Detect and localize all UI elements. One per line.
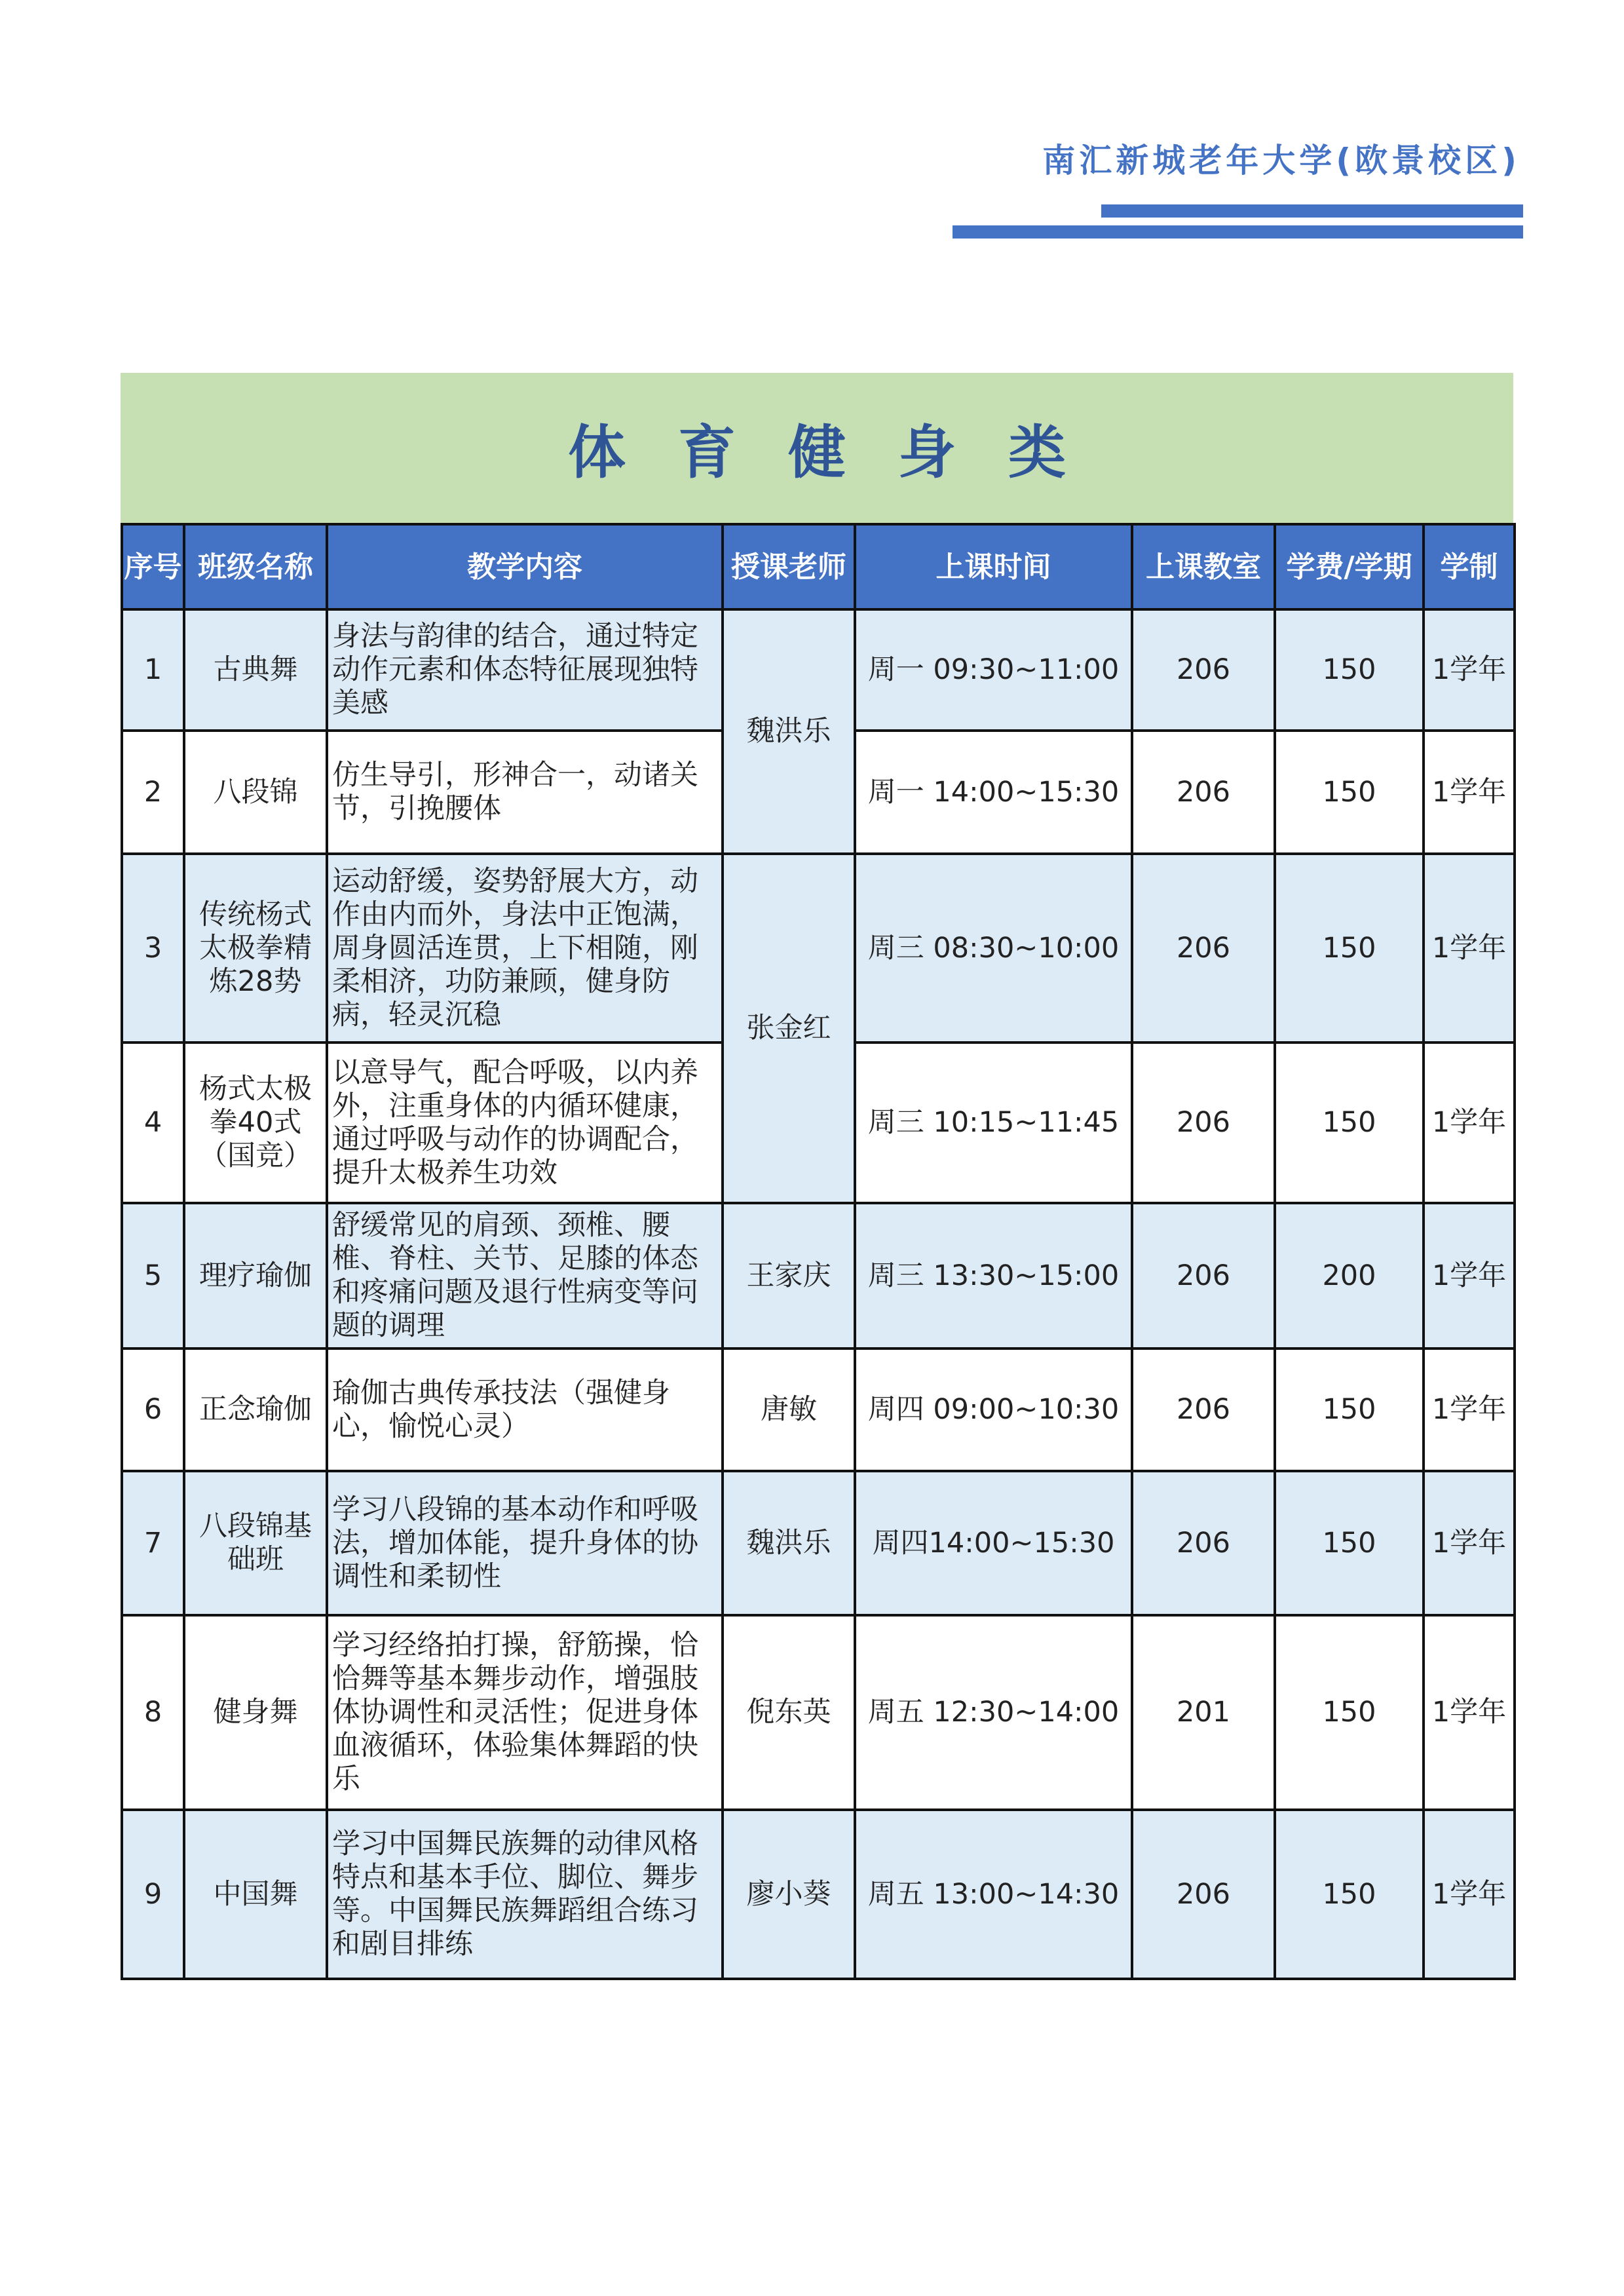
cell-teacher: 唐敏: [723, 1349, 855, 1471]
cell-room: 206: [1132, 1810, 1275, 1979]
header-cell: 授课老师: [723, 524, 855, 609]
cell-no: 3: [122, 854, 184, 1043]
cell-no: 5: [122, 1203, 184, 1349]
table-row: [122, 609, 1515, 731]
cell-content: 学习中国舞民族舞的动律风格特点和基本手位、脚位、舞步等。中国舞民族舞蹈组合练习和剧目排练: [327, 1810, 723, 1979]
cell-name: 理疗瑜伽: [184, 1203, 327, 1349]
header-cell: 学费/学期: [1275, 524, 1424, 609]
cell-term: 1学年: [1424, 1810, 1515, 1979]
cell-time: 周四14:00~15:30: [855, 1471, 1132, 1615]
cell-term: 1学年: [1424, 854, 1515, 1043]
category-banner: [121, 373, 1513, 523]
table-row: [122, 1349, 1515, 1471]
header-row: [122, 524, 1515, 609]
cell-term: 1学年: [1424, 1615, 1515, 1810]
cell-content: 身法与韵律的结合，通过特定动作元素和体态特征展现独特美感: [327, 609, 723, 731]
table-row: [122, 1471, 1515, 1615]
org-title: 南汇新城老年大学(欧景校区): [1042, 142, 1520, 180]
decorative-bar: [953, 225, 1523, 239]
cell-content: 瑜伽古典传承技法（强健身心，愉悦心灵）: [327, 1349, 723, 1471]
cell-room: 206: [1132, 854, 1275, 1043]
cell-term: 1学年: [1424, 731, 1515, 854]
cell-teacher: 廖小葵: [723, 1810, 855, 1979]
cell-room: 206: [1132, 731, 1275, 854]
cell-fee: 200: [1275, 1203, 1424, 1349]
cell-content: 运动舒缓，姿势舒展大方，动作由内而外，身法中正饱满，周身圆活连贯，上下相随，刚柔相济，功防兼顾，健身防病，轻灵沉稳: [327, 854, 723, 1043]
cell-content: 学习八段锦的基本动作和呼吸法，增加体能，提升身体的协调性和柔韧性: [327, 1471, 723, 1615]
cell-no: 9: [122, 1810, 184, 1979]
cell-no: 2: [122, 731, 184, 854]
cell-fee: 150: [1275, 1349, 1424, 1471]
cell-room: 206: [1132, 609, 1275, 731]
cell-room: 206: [1132, 1043, 1275, 1203]
cell-no: 6: [122, 1349, 184, 1471]
cell-name: 八段锦: [184, 731, 327, 854]
header-cell: 上课教室: [1132, 524, 1275, 609]
cell-term: 1学年: [1424, 1349, 1515, 1471]
header-cell: 教学内容: [327, 524, 723, 609]
cell-term: 1学年: [1424, 1471, 1515, 1615]
cell-room: 206: [1132, 1471, 1275, 1615]
cell-time: 周一 09:30~11:00: [855, 609, 1132, 731]
cell-fee: 150: [1275, 1471, 1424, 1615]
header-cell: 学制: [1424, 524, 1515, 609]
cell-room: 201: [1132, 1615, 1275, 1810]
cell-no: 4: [122, 1043, 184, 1203]
header-cell: 上课时间: [855, 524, 1132, 609]
table-row: [122, 1203, 1515, 1349]
cell-teacher: 张金红: [723, 854, 855, 1203]
cell-name: 八段锦基础班: [184, 1471, 327, 1615]
cell-no: 7: [122, 1471, 184, 1615]
cell-name: 健身舞: [184, 1615, 327, 1810]
cell-time: 周五 12:30~14:00: [855, 1615, 1132, 1810]
header-cell: 班级名称: [184, 524, 327, 609]
table-row: [122, 854, 1515, 1043]
cell-content: 仿生导引，形神合一，动诸关节，引挽腰体: [327, 731, 723, 854]
cell-teacher: 魏洪乐: [723, 609, 855, 854]
cell-room: 206: [1132, 1349, 1275, 1471]
cell-teacher: 王家庆: [723, 1203, 855, 1349]
cell-fee: 150: [1275, 1810, 1424, 1979]
cell-content: 舒缓常见的肩颈、颈椎、腰椎、脊柱、关节、足膝的体态和疼痛问题及退行性病变等问题的调理: [327, 1203, 723, 1349]
cell-fee: 150: [1275, 609, 1424, 731]
cell-no: 1: [122, 609, 184, 731]
category-title: 体育健身类: [567, 418, 1118, 486]
cell-term: 1学年: [1424, 1203, 1515, 1349]
cell-time: 周三 13:30~15:00: [855, 1203, 1132, 1349]
cell-content: 以意导气，配合呼吸，以内养外，注重身体的内循环健康，通过呼吸与动作的协调配合，提升太极养生功效: [327, 1043, 723, 1203]
cell-teacher: 倪东英: [723, 1615, 855, 1810]
cell-time: 周三 10:15~11:45: [855, 1043, 1132, 1203]
cell-time: 周四 09:00~10:30: [855, 1349, 1132, 1471]
cell-time: 周三 08:30~10:00: [855, 854, 1132, 1043]
cell-teacher: 魏洪乐: [723, 1471, 855, 1615]
cell-name: 正念瑜伽: [184, 1349, 327, 1471]
cell-no: 8: [122, 1615, 184, 1810]
cell-time: 周一 14:00~15:30: [855, 731, 1132, 854]
table-row: [122, 1810, 1515, 1979]
cell-name: 中国舞: [184, 1810, 327, 1979]
course-table: [121, 523, 1516, 1980]
table-row: [122, 1615, 1515, 1810]
cell-content: 学习经络拍打操，舒筋操，恰恰舞等基本舞步动作，增强肢体协调性和灵活性；促进身体血液循环，体验集体舞蹈的快乐: [327, 1615, 723, 1810]
cell-fee: 150: [1275, 1043, 1424, 1203]
cell-name: 传统杨式太极拳精炼28势: [184, 854, 327, 1043]
cell-name: 古典舞: [184, 609, 327, 731]
cell-room: 206: [1132, 1203, 1275, 1349]
cell-term: 1学年: [1424, 609, 1515, 731]
cell-fee: 150: [1275, 854, 1424, 1043]
cell-time: 周五 13:00~14:30: [855, 1810, 1132, 1979]
cell-name: 杨式太极拳40式（国竞）: [184, 1043, 327, 1203]
cell-fee: 150: [1275, 731, 1424, 854]
cell-fee: 150: [1275, 1615, 1424, 1810]
header-cell: 序号: [122, 524, 184, 609]
cell-term: 1学年: [1424, 1043, 1515, 1203]
decorative-bar: [1101, 204, 1523, 218]
